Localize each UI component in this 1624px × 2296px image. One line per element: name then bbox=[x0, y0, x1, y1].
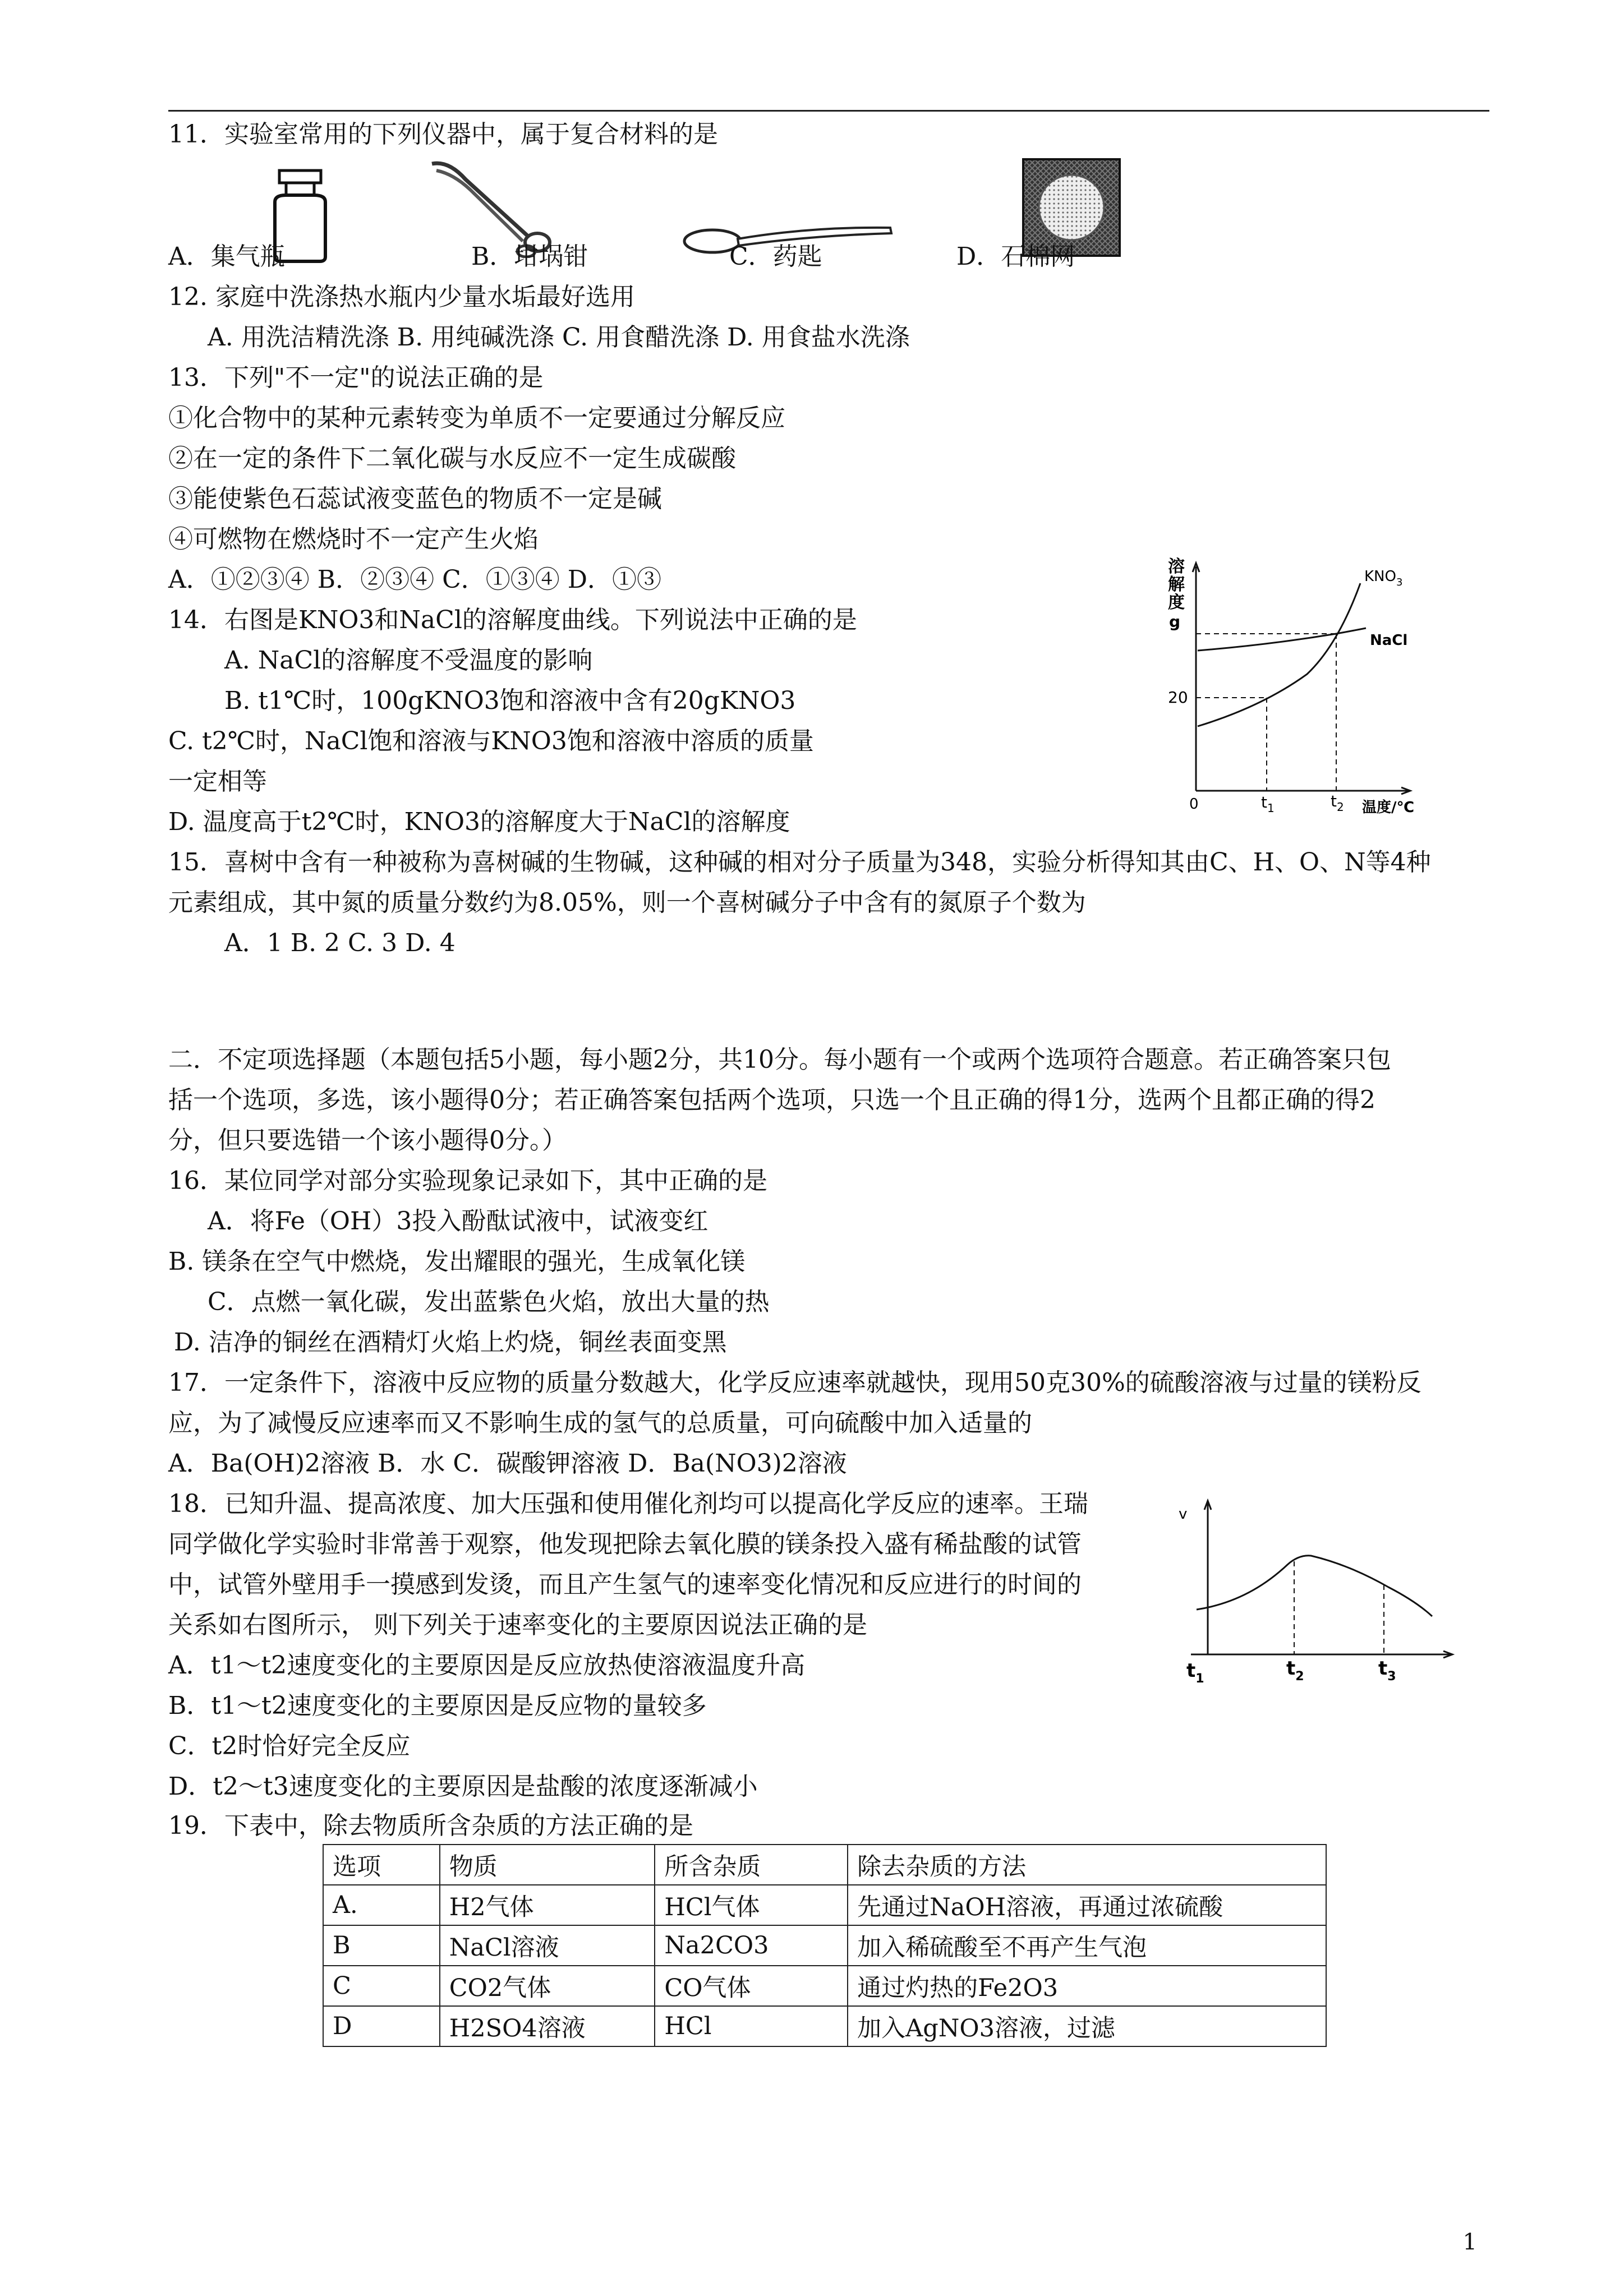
table-row bbox=[323, 2006, 1326, 2046]
page-number: 1 bbox=[1462, 2229, 1477, 2255]
table-row bbox=[323, 1966, 1326, 2006]
q13-options: A．①②③④ B．②③④ C．①③④ D．①③ bbox=[168, 565, 662, 594]
table-row bbox=[323, 1885, 1326, 1925]
table-cell: HCl气体 bbox=[655, 1885, 848, 1925]
q15-line-2: 元素组成，其中氮的质量分数约为8.05%，则一个喜树碱分子中含有的氮原子个数为 bbox=[168, 888, 1086, 917]
q14-option-a: A. NaCl的溶解度不受温度的影响 bbox=[224, 646, 593, 675]
nacl-label: NaCl bbox=[1370, 632, 1408, 649]
rate-t2-label: $t_2$ bbox=[1286, 1657, 1304, 1684]
header-substance: 物质 bbox=[440, 1845, 655, 1885]
table-cell: C bbox=[323, 1966, 440, 2006]
q17-options: A．Ba(OH)2溶液 B．水 C．碳酸钾溶液 D．Ba(NO3)2溶液 bbox=[168, 1449, 847, 1478]
q13-item-3: ③能使紫色石蕊试液变蓝色的物质不一定是碱 bbox=[168, 485, 662, 513]
table-cell: B bbox=[323, 1925, 440, 1966]
xlabel: 温度/℃ bbox=[1362, 799, 1414, 816]
q14-option-d: D. 温度高于t2℃时，KNO3的溶解度大于NaCl的溶解度 bbox=[168, 808, 790, 836]
section2-line-3: 分，但只要选错一个该小题得0分。） bbox=[168, 1126, 567, 1155]
q18-line-3: 中，试管外壁用手一摸感到发烫，而且产生氢气的速率变化情况和反应进行的时间的 bbox=[168, 1570, 1082, 1599]
q18-line-2: 同学做化学实验时非常善于观察，他发现把除去氧化膜的镁条投入盛有稀盐酸的试管 bbox=[168, 1530, 1082, 1559]
ylabel-unit: g bbox=[1169, 612, 1181, 631]
q13-item-1: ①化合物中的某种元素转变为单质不一定要通过分解反应 bbox=[168, 404, 785, 432]
q11-option-a: A．集气瓶 bbox=[168, 242, 285, 271]
rate-t3-label: $t_3$ bbox=[1378, 1657, 1396, 1684]
table-cell: CO2气体 bbox=[440, 1966, 655, 2006]
q18-option-d: D．t2～t3速度变化的主要原因是盐酸的浓度逐渐减小 bbox=[168, 1772, 758, 1801]
table-cell: H2气体 bbox=[440, 1885, 655, 1925]
table-cell: 通过灼热的Fe2O3 bbox=[848, 1966, 1326, 2006]
q16-option-d: D. 洁净的铜丝在酒精灯火焰上灼烧，铜丝表面变黑 bbox=[174, 1328, 727, 1357]
q14-stem: 14．右图是KNO3和NaCl的溶解度曲线。下列说法中正确的是 bbox=[168, 606, 857, 634]
q18-option-a: A．t1～t2速度变化的主要原因是反应放热使溶液温度升高 bbox=[168, 1651, 806, 1680]
nacl-curve bbox=[1198, 628, 1366, 651]
ylabel-char-2: 解 bbox=[1168, 575, 1185, 594]
ytick-20: 20 bbox=[1168, 688, 1188, 707]
header-rule bbox=[168, 110, 1489, 112]
section2-line-2: 括一个选项，多选，该小题得0分；若正确答案包括两个选项，只选一个且正确的得1分，选两个且都正确的得2 bbox=[168, 1086, 1375, 1114]
table-cell: 先通过NaOH溶液，再通过浓硫酸 bbox=[848, 1885, 1326, 1925]
table-header-row bbox=[323, 1845, 1326, 1885]
q16-option-a: A．将Fe（OH）3投入酚酞试液中，试液变红 bbox=[208, 1207, 709, 1235]
q11-option-d: D．石棉网 bbox=[956, 242, 1075, 271]
q11-stem: 11．实验室常用的下列仪器中，属于复合材料的是 bbox=[168, 120, 718, 149]
q13-stem: 13．下列"不一定"的说法正确的是 bbox=[168, 363, 544, 392]
q11-option-c: C．药匙 bbox=[729, 242, 822, 271]
q18-line-1: 18．已知升温、提高浓度、加大压强和使用催化剂均可以提高化学反应的速率。王瑞 bbox=[168, 1490, 1088, 1518]
q16-option-c: C．点燃一氧化碳，发出蓝紫色火焰，放出大量的热 bbox=[208, 1288, 770, 1316]
kno3-label: $KNO_3$ bbox=[1364, 568, 1403, 588]
q18-option-c: C．t2时恰好完全反应 bbox=[168, 1732, 411, 1760]
q13-item-4: ④可燃物在燃烧时不一定产生火焰 bbox=[168, 525, 539, 554]
t2-label: $t_2$ bbox=[1331, 792, 1344, 814]
origin-label: 0 bbox=[1189, 796, 1199, 813]
table-cell: H2SO4溶液 bbox=[440, 2006, 655, 2046]
q18-line-4: 关系如右图所示， 则下列关于速率变化的主要原因说法正确的是 bbox=[168, 1611, 867, 1639]
header-impurity: 所含杂质 bbox=[655, 1845, 848, 1885]
table-cell: D bbox=[323, 2006, 440, 2046]
q13-item-2: ②在一定的条件下二氧化碳与水反应不一定生成碳酸 bbox=[168, 444, 736, 473]
q16-option-b: B. 镁条在空气中燃烧，发出耀眼的强光，生成氧化镁 bbox=[168, 1247, 746, 1276]
table-cell: 加入稀硫酸至不再产生气泡 bbox=[848, 1925, 1326, 1966]
q17-line-1: 17．一定条件下，溶液中反应物的质量分数越大，化学反应速率就越快，现用50克30%的硫酸溶液与过量的镁粉反 bbox=[168, 1368, 1421, 1397]
impurity-table bbox=[323, 1844, 1327, 2047]
q12-stem: 12. 家庭中洗涤热水瓶内少量水垢最好选用 bbox=[168, 283, 635, 311]
q17-line-2: 应，为了减慢反应速率而又不影响生成的氢气的总质量，可向硫酸中加入适量的 bbox=[168, 1409, 1032, 1437]
table-cell: NaCl溶液 bbox=[440, 1925, 655, 1966]
table-row bbox=[323, 1925, 1326, 1966]
q15-options: A．1 B. 2 C. 3 D. 4 bbox=[224, 929, 456, 957]
table-cell: A. bbox=[323, 1885, 440, 1925]
q11-option-b: B．坩埚钳 bbox=[471, 242, 588, 271]
header-method: 除去杂质的方法 bbox=[848, 1845, 1326, 1885]
rate-ylabel: v bbox=[1179, 1506, 1188, 1523]
reaction-rate-chart bbox=[1164, 1492, 1467, 1694]
t1-label: $t_1$ bbox=[1261, 793, 1275, 815]
ylabel-char-3: 度 bbox=[1168, 593, 1185, 612]
q18-option-b: B．t1～t2速度变化的主要原因是反应物的量较多 bbox=[168, 1691, 707, 1720]
table-cell: CO气体 bbox=[655, 1966, 848, 2006]
section2-line-1: 二．不定项选择题（本题包括5小题，每小题2分，共10分。每小题有一个或两个选项符合题意。若正确答案只包 bbox=[168, 1045, 1391, 1074]
q16-stem: 16．某位同学对部分实验现象记录如下，其中正确的是 bbox=[168, 1167, 767, 1195]
table-cell: 加入AgNO3溶液，过滤 bbox=[848, 2006, 1326, 2046]
q15-line-1: 15．喜树中含有一种被称为喜树碱的生物碱，这种碱的相对分子质量为348，实验分析得知其由C、H、O、N等4种 bbox=[168, 848, 1431, 877]
q14-option-c: C. t2℃时，NaCl饱和溶液与KNO3饱和溶液中溶质的质量 bbox=[168, 727, 814, 755]
q19-stem: 19．下表中，除去物质所含杂质的方法正确的是 bbox=[168, 1811, 693, 1840]
header-option: 选项 bbox=[323, 1845, 440, 1885]
q14-option-b: B. t1℃时，100gKNO3饱和溶液中含有20gKNO3 bbox=[224, 686, 796, 715]
solubility-curve-chart bbox=[1144, 555, 1481, 819]
q12-options: A. 用洗洁精洗涤 B. 用纯碱洗涤 C. 用食醋洗涤 D. 用食盐水洗涤 bbox=[208, 323, 910, 352]
ylabel-char-1: 溶 bbox=[1168, 557, 1185, 577]
q14-option-c-cont: 一定相等 bbox=[168, 767, 267, 796]
rate-curve bbox=[1197, 1556, 1432, 1616]
table-cell: Na2CO3 bbox=[655, 1925, 848, 1966]
table-cell: HCl bbox=[655, 2006, 848, 2046]
rate-t1-label: $t_1$ bbox=[1186, 1659, 1204, 1686]
